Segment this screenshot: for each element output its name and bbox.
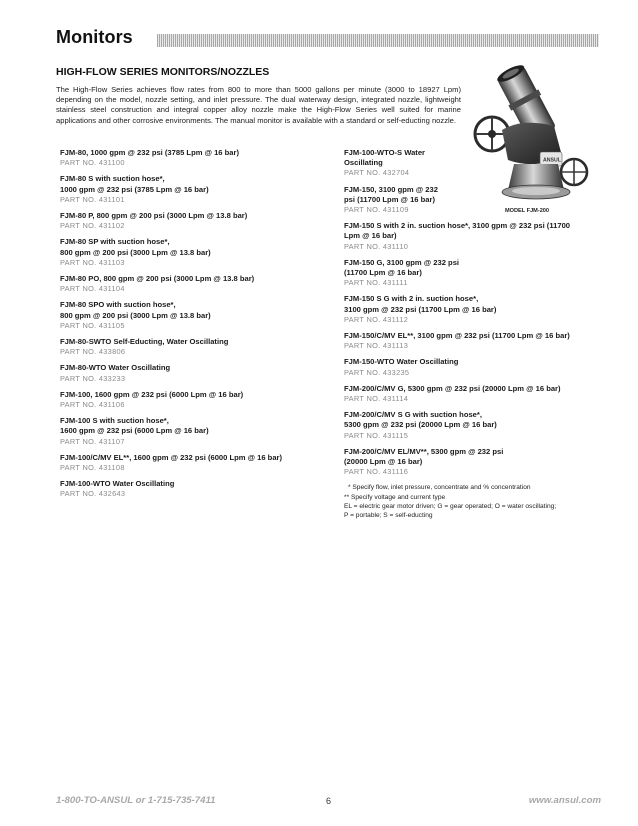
part-number: PART NO. 433806 (60, 347, 126, 357)
product-description: FJM-80 SPO with suction hose*, 800 gpm @ 200 psi (3000 Lpm @ 13.8 bar) (60, 300, 211, 320)
page-number: 6 (326, 796, 332, 806)
part-number: PART NO. 431107 (60, 436, 125, 446)
product-item (344, 447, 604, 477)
footer-phone: 1-800-TO-ANSUL or 1-715-735-7411 (56, 795, 216, 806)
product-item (60, 416, 335, 446)
part-number: PART NO. 431100 (60, 158, 125, 168)
product-description: FJM-100/C/MV EL**, 1600 gpm @ 232 psi (6000 Lpm @ 16 bar) (60, 452, 283, 462)
product-description: FJM-100 S with suction hose*, 1600 gpm @ 232 psi (6000 Lpm @ 16 bar) (60, 416, 209, 436)
product-description: FJM-80 SP with suction hose*, 800 gpm @ 200 psi (3000 Lpm @ 13.8 bar) (60, 237, 211, 257)
product-item (344, 185, 604, 215)
product-item (60, 237, 335, 267)
footnotes (344, 483, 604, 520)
product-item (344, 294, 604, 324)
part-number: PART NO. 432704 (344, 168, 410, 178)
body-label-text: ANSUL (543, 157, 561, 164)
product-item (60, 390, 335, 410)
product-description: FJM-80, 1000 gpm @ 232 psi (3785 Lpm @ 16 bar) (60, 148, 239, 157)
product-description: FJM-150, 3100 gpm @ 232 psi (11700 Lpm @ 16 bar) (344, 184, 438, 204)
product-description: FJM-80 S with suction hose*, 1000 gpm @ 232 psi (3785 Lpm @ 16 bar) (60, 174, 209, 194)
footnote: * Specify flow, inlet pressure, concentrate and % concentration (348, 484, 531, 492)
part-number: PART NO. 431112 (344, 314, 409, 324)
product-description: FJM-100-WTO-S Water Oscillating (344, 148, 426, 168)
product-item (344, 357, 604, 377)
intro-paragraph: The High-Flow Series achieves flow rates from 800 to more than 5000 gallons per minute (3000 to 18927 Lpm) depending on the model, nozzle setting, and inlet pressure. The dual waterway design, integrated nozzle, lightweight stainless steel construction and integral copper alloy nozzle make the High-Flow Series well suited for marine applications and other corrosive environments. The manual monitor is available with a standard or self-educting nozzle. (56, 85, 461, 125)
part-number: PART NO. 431113 (344, 341, 409, 351)
part-number: PART NO. 431111 (344, 278, 408, 288)
footnote: P = portable; S = self-educting (344, 511, 433, 519)
footnote: ** Specify voltage and current type (344, 493, 446, 501)
product-description: FJM-150 S G with 2 in. suction hose*, 3100 gpm @ 232 psi (11700 Lpm @ 16 bar) (344, 294, 497, 314)
product-description: FJM-200/C/MV EL/MV**, 5300 gpm @ 232 psi (20000 Lpm @ 16 bar) (344, 446, 504, 466)
product-description: FJM-150 S with 2 in. suction hose*, 3100 gpm @ 232 psi (11700 Lpm @ 16 bar) (344, 221, 571, 241)
left-product-column (60, 148, 335, 506)
product-item (344, 148, 604, 178)
title-decorative-bar (157, 34, 599, 47)
product-item (60, 337, 335, 357)
product-description: FJM-200/C/MV S G with suction hose*, 5300 gpm @ 232 psi (20000 Lpm @ 16 bar) (344, 410, 497, 430)
product-item (60, 211, 335, 231)
product-description: FJM-200/C/MV G, 5300 gpm @ 232 psi (20000 Lpm @ 16 bar) (344, 383, 561, 393)
part-number: PART NO. 432643 (60, 489, 126, 499)
product-item (344, 384, 604, 404)
part-number: PART NO. 431103 (60, 257, 125, 267)
part-number: PART NO. 433233 (60, 373, 126, 383)
product-item (344, 410, 604, 440)
product-description: FJM-100, 1600 gpm @ 232 psi (6000 Lpm @ 16 bar) (60, 389, 244, 399)
part-number: PART NO. 431102 (60, 221, 125, 231)
product-description: FJM-100-WTO Water Oscillating (60, 479, 175, 489)
section-title: Monitors (56, 27, 133, 47)
product-description: FJM-150/C/MV EL**, 3100 gpm @ 232 psi (11700 Lpm @ 16 bar) (344, 330, 570, 340)
product-item (60, 274, 335, 294)
part-number: PART NO. 431114 (344, 393, 409, 403)
product-item (60, 453, 335, 473)
part-number: PART NO. 431106 (60, 399, 125, 409)
footnote: EL = electric gear motor driven; G = gear operated; O = water oscillating; (344, 502, 557, 510)
part-number: PART NO. 431110 (344, 241, 409, 251)
product-description: FJM-150 G, 3100 gpm @ 232 psi (11700 Lpm @ 16 bar) (344, 257, 460, 277)
part-number: PART NO. 431115 (344, 430, 409, 440)
product-item (60, 300, 335, 330)
footer-website: www.ansul.com (528, 795, 601, 806)
product-item (60, 148, 335, 168)
product-item (60, 174, 335, 204)
product-item (344, 331, 604, 351)
product-description: FJM-80-SWTO Self-Educting, Water Oscillating (60, 336, 229, 346)
part-number: PART NO. 431105 (60, 320, 125, 330)
photo-caption: MODEL FJM-200 (505, 208, 550, 214)
series-subtitle: HIGH-FLOW SERIES MONITORS/NOZZLES (56, 66, 270, 78)
product-item (344, 221, 604, 251)
part-number: PART NO. 431109 (344, 205, 409, 214)
product-item (344, 258, 604, 288)
part-number: PART NO. 431101 (60, 194, 125, 204)
product-description: FJM-80 PO, 800 gpm @ 200 psi (3000 Lpm @ 13.8 bar) (60, 273, 255, 283)
product-description: FJM-80 P, 800 gpm @ 200 psi (3000 Lpm @ 13.8 bar) (60, 210, 248, 220)
part-number: PART NO. 431116 (344, 467, 409, 477)
right-product-column (344, 148, 604, 520)
part-number: PART NO. 433235 (344, 367, 410, 377)
part-number: PART NO. 431104 (60, 284, 125, 294)
product-item (60, 363, 335, 383)
product-description: FJM-80-WTO Water Oscillating (60, 363, 171, 373)
product-description: FJM-150-WTO Water Oscillating (344, 357, 459, 367)
part-number: PART NO. 431108 (60, 462, 125, 472)
product-item (60, 479, 335, 499)
